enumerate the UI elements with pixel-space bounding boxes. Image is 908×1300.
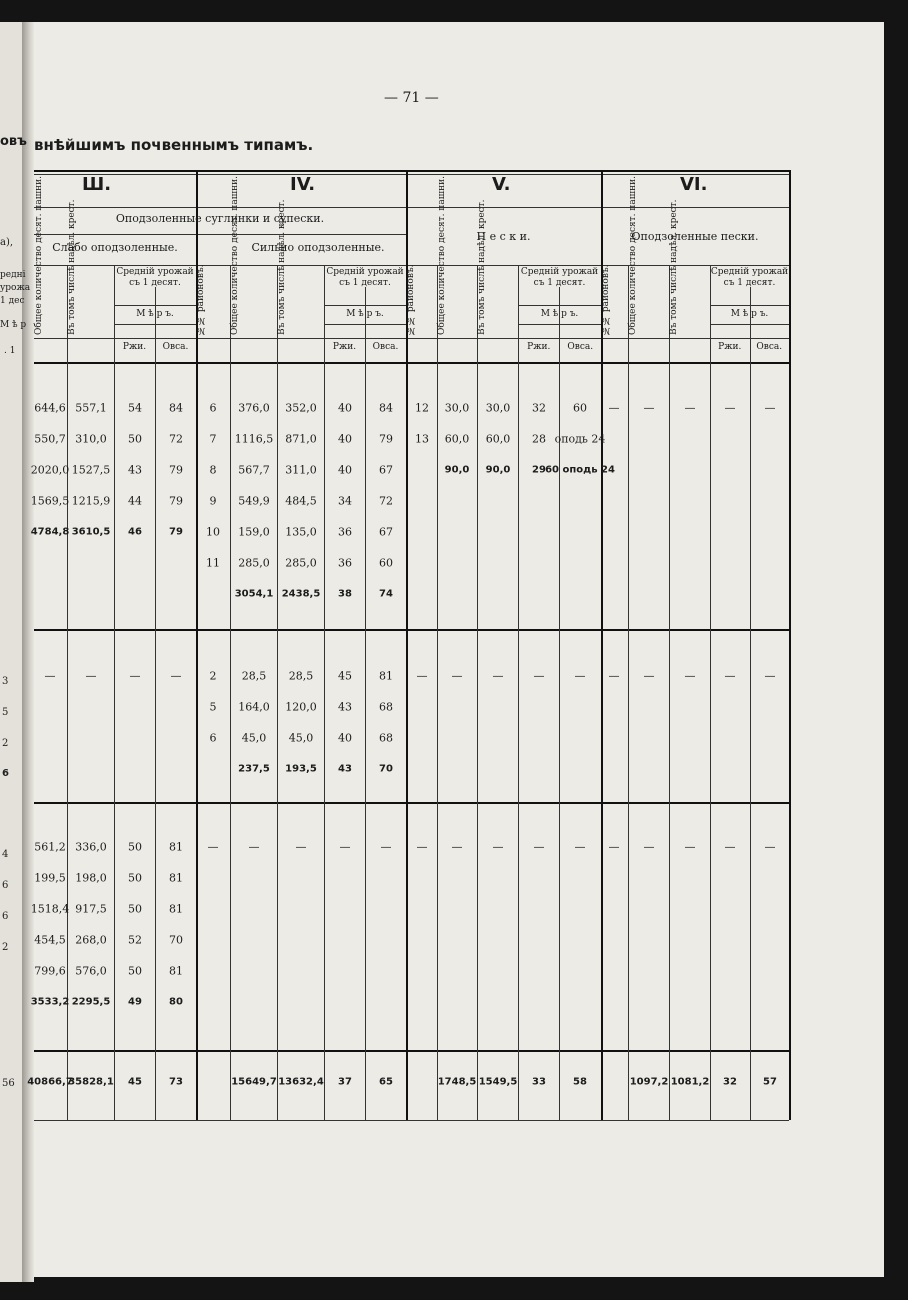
table-cell: 54 — [128, 401, 142, 415]
table-cell: — — [684, 669, 696, 683]
table-cell: 60 — [573, 401, 587, 415]
table-cell: 13 — [415, 432, 429, 446]
table-cell: 557,1 — [75, 401, 107, 415]
table-cell: 44 — [128, 494, 142, 508]
table-cell: 2295,5 — [71, 996, 111, 1008]
table-cell: 40 — [338, 401, 352, 415]
table-cell: 9 — [209, 494, 217, 508]
table-cell: 4784,8 — [30, 526, 70, 538]
column-header: Общее количество десят. пашни. — [34, 176, 44, 335]
table-cell: 285,0 — [285, 556, 317, 570]
table-cell: 40 — [338, 463, 352, 477]
table-cell: 32 — [723, 1076, 737, 1088]
table-cell: — — [724, 401, 736, 415]
table-cell: 81 — [379, 669, 393, 683]
mery-header: М ѣ р ъ. — [136, 309, 174, 319]
table-cell: 376,0 — [238, 401, 270, 415]
table-cell: 13632,4 — [278, 1076, 324, 1088]
left-fragment-text: а), — [0, 237, 14, 248]
table-cell: — — [492, 840, 504, 854]
table-cell: 237,5 — [238, 763, 270, 775]
left-fragment-text: редні — [0, 270, 26, 280]
table-cell: — — [416, 669, 428, 683]
group-label: Оподзоленные суглинки и супески. — [115, 212, 325, 225]
table-cell: 79 — [379, 432, 393, 446]
table-cell: 60,0 — [444, 432, 470, 446]
table-cell: 40 — [338, 432, 352, 446]
table-cell: 50 — [128, 432, 142, 446]
left-margin-number: 6 — [2, 911, 9, 922]
table-cell: 11 — [206, 556, 220, 570]
table-cell: 799,6 — [34, 964, 66, 978]
left-fragment-text: 1 дес — [0, 296, 25, 306]
table-cell: 917,5 — [75, 902, 107, 916]
crop-header: Ржи. — [527, 342, 551, 352]
table-cell: — — [44, 669, 56, 683]
table-cell: — — [574, 669, 586, 683]
table-cell: 7 — [209, 432, 217, 446]
table-cell: 40 — [338, 731, 352, 745]
table-cell: 84 — [169, 401, 183, 415]
table-cell: — — [339, 840, 351, 854]
table-cell: 45,0 — [241, 731, 267, 745]
column-header: №№ районовъ. — [601, 264, 611, 335]
crop-header: Овса. — [162, 342, 189, 352]
table-cell: 10 — [206, 525, 220, 539]
left-fragment-text: . 1 — [4, 346, 16, 356]
left-margin-number: 4 — [2, 849, 9, 860]
table-cell: 43 — [128, 463, 142, 477]
page-number: — 71 — — [384, 90, 439, 106]
crop-header: Ржи. — [332, 342, 357, 352]
crop-header: Ржи. — [718, 342, 742, 352]
table-cell: 28 — [532, 432, 546, 446]
left-fragment-text: урожа — [0, 283, 31, 293]
table-cell: — — [764, 401, 776, 415]
table-cell: — — [764, 669, 776, 683]
table-cell: — — [451, 840, 463, 854]
table-cell: 3054,1 — [234, 588, 274, 600]
table-cell: — — [533, 669, 545, 683]
table-cell: 50 — [128, 840, 142, 854]
column-header: №№ районовъ. — [406, 264, 416, 335]
group-label: Оподзоленные пески. — [631, 230, 759, 243]
table-cell: 311,0 — [285, 463, 317, 477]
table-cell: 58 — [573, 1076, 587, 1088]
table-cell: 2020,0 — [30, 463, 70, 477]
table-cell: — — [533, 840, 545, 854]
table-cell: 310,0 — [75, 432, 107, 446]
table-cell: 1097,2 — [629, 1076, 669, 1088]
table-cell: 6 — [209, 731, 217, 745]
column-header: Общее количество десят. пашни. — [628, 176, 638, 335]
table-cell: 193,5 — [285, 763, 317, 775]
table-cell: 6 — [209, 401, 217, 415]
crop-header: Овса. — [756, 342, 783, 352]
table-cell: 1215,9 — [71, 494, 111, 508]
table-cell: 871,0 — [285, 432, 317, 446]
table-cell: 1549,5 — [478, 1076, 518, 1088]
table-cell: 159,0 — [238, 525, 270, 539]
table-cell: 1081,2 — [670, 1076, 710, 1088]
table-cell: 67 — [379, 525, 393, 539]
group-roman: VI. — [680, 174, 708, 195]
table-cell: 50 — [128, 964, 142, 978]
avg-yield-header: Средній урожай съ 1 десят. — [326, 267, 404, 288]
table-cell: — — [684, 401, 696, 415]
table-cell: 1569,5 — [30, 494, 70, 508]
table-cell: — — [451, 669, 463, 683]
table-cell: 79 — [169, 463, 183, 477]
table-cell: 30,0 — [444, 401, 470, 415]
table-cell: — — [85, 669, 97, 683]
table-cell: 74 — [379, 588, 393, 600]
table-cell: 50 — [128, 902, 142, 916]
table-cell: 43 — [338, 763, 352, 775]
table-cell: 81 — [169, 840, 183, 854]
sub-weak: Слабо оподзоленные. — [52, 241, 178, 254]
group-roman: V. — [492, 174, 511, 195]
table-cell: 352,0 — [285, 401, 317, 415]
column-header: Общее количество десят. пашни. — [230, 176, 240, 335]
table-cell: — — [380, 840, 392, 854]
mery-header: М ѣ р ъ. — [540, 309, 579, 319]
table-cell: 5 — [209, 700, 217, 714]
column-header: Въ томъ числѣ надѣл. крест. — [477, 199, 487, 335]
table-cell: 8 — [209, 463, 217, 477]
page-heading: внѣйшимъ почвеннымъ типамъ. — [34, 136, 314, 154]
left-margin-number: 6 — [2, 768, 9, 779]
table-cell: 90,0 — [444, 464, 470, 476]
table-cell: — — [724, 669, 736, 683]
table-cell: 336,0 — [75, 840, 107, 854]
table-cell: 46 — [128, 526, 142, 538]
table-cell: 38 — [338, 588, 352, 600]
table-cell: 28,5 — [241, 669, 267, 683]
table-cell: 164,0 — [238, 700, 270, 714]
sub-strong: Сильно оподзоленные. — [251, 241, 385, 254]
table-cell: 1527,5 — [71, 463, 111, 477]
mery-header: М ѣ р ъ. — [730, 309, 769, 319]
table-cell: — — [608, 669, 620, 683]
table-cell: 67 — [379, 463, 393, 477]
table-cell: 60 — [379, 556, 393, 570]
table-cell: 2 — [209, 669, 217, 683]
table-cell: 52 — [128, 933, 142, 947]
table-cell: 35828,1 — [68, 1076, 114, 1088]
table-cell: 45 — [338, 669, 352, 683]
document-page — [27, 22, 884, 1277]
table-cell: 644,6 — [34, 401, 66, 415]
left-margin-number: 2 — [2, 942, 9, 953]
left-fragment-text: М ѣ р — [0, 320, 27, 330]
table-cell: 60 оподь 24 — [545, 464, 615, 476]
group-label: П е с к и. — [476, 230, 531, 243]
table-cell: 57 — [763, 1076, 777, 1088]
table-cell: — — [684, 840, 696, 854]
left-margin-number: 3 — [2, 676, 9, 687]
table-cell: 81 — [169, 871, 183, 885]
table-cell: 484,5 — [285, 494, 317, 508]
table-cell: — — [416, 840, 428, 854]
table-cell: 28,5 — [288, 669, 314, 683]
column-header: №№ районовъ. — [196, 264, 206, 335]
table-cell: 15649,7 — [231, 1076, 277, 1088]
table-cell: — — [574, 840, 586, 854]
table-cell: — — [170, 669, 182, 683]
table-cell: 576,0 — [75, 964, 107, 978]
table-cell: 36 — [338, 525, 352, 539]
table-cell: 70 — [169, 933, 183, 947]
table-cell: 70 — [379, 763, 393, 775]
column-header: Общее количество десят. пашни. — [437, 176, 447, 335]
column-header: Въ томъ числѣ надѣл. крест. — [277, 199, 287, 335]
table-cell: — — [207, 840, 219, 854]
table-cell: 45,0 — [288, 731, 314, 745]
table-cell: 268,0 — [75, 933, 107, 947]
left-margin-number: 2 — [2, 738, 9, 749]
table-cell: 73 — [169, 1076, 183, 1088]
table-cell: 30,0 — [485, 401, 511, 415]
book-spine — [22, 22, 34, 1282]
table-cell: 285,0 — [238, 556, 270, 570]
table-cell: 32 — [532, 401, 546, 415]
crop-header: Овса. — [372, 342, 399, 352]
left-margin-number: 56 — [2, 1078, 15, 1089]
group-roman: IV. — [290, 174, 316, 195]
crop-header: Овса. — [567, 342, 594, 352]
table-cell: — — [492, 669, 504, 683]
table-cell: 43 — [338, 700, 352, 714]
table-cell: 36 — [338, 556, 352, 570]
table-cell: 1748,5 — [437, 1076, 477, 1088]
table-cell: 90,0 — [485, 464, 511, 476]
table-cell: 135,0 — [285, 525, 317, 539]
table-cell: 120,0 — [285, 700, 317, 714]
table-cell: 65 — [379, 1076, 393, 1088]
table-cell: 79 — [169, 494, 183, 508]
table-cell: 79 — [169, 526, 183, 538]
table-cell: 199,5 — [34, 871, 66, 885]
table-cell: 561,2 — [34, 840, 66, 854]
avg-yield-header: Средній урожай съ 1 десят. — [116, 267, 194, 288]
table-cell: — — [643, 840, 655, 854]
table-cell: 1116,5 — [234, 432, 274, 446]
table-cell: — — [129, 669, 141, 683]
table-cell: 45 — [128, 1076, 142, 1088]
group-roman: Ш. — [82, 174, 112, 195]
avg-yield-header: Средній урожай съ 1 десят. — [520, 267, 599, 288]
table-cell: 81 — [169, 964, 183, 978]
table-cell: 12 — [415, 401, 429, 415]
table-cell: 68 — [379, 731, 393, 745]
table-cell: 84 — [379, 401, 393, 415]
table-cell: 60,0 — [485, 432, 511, 446]
table-cell: 40866,7 — [27, 1076, 73, 1088]
avg-yield-header: Средній урожай съ 1 десят. — [710, 267, 789, 288]
table-cell: 29 — [532, 464, 546, 476]
table-cell: 1518,4 — [30, 902, 70, 916]
table-cell: — — [643, 669, 655, 683]
table-cell: — — [295, 840, 307, 854]
table-cell: 549,9 — [238, 494, 270, 508]
table-cell: — — [608, 401, 620, 415]
table-cell: 33 — [532, 1076, 546, 1088]
column-header: Въ томъ числѣ надѣл. крест. — [669, 199, 679, 335]
column-header: Въ томъ числѣ надѣл. крест. — [67, 199, 77, 335]
left-margin-number: 5 — [2, 707, 9, 718]
table-cell: 3610,5 — [71, 526, 111, 538]
table-cell: 50 — [128, 871, 142, 885]
left-fragment-heading: овъ — [0, 134, 27, 149]
table-cell: 198,0 — [75, 871, 107, 885]
table-cell: 72 — [169, 432, 183, 446]
table-cell: оподь 24 — [554, 432, 606, 446]
table-cell: — — [643, 401, 655, 415]
table-cell: 68 — [379, 700, 393, 714]
table-cell: 454,5 — [34, 933, 66, 947]
table-cell: 72 — [379, 494, 393, 508]
table-cell: — — [608, 840, 620, 854]
table-cell: 37 — [338, 1076, 352, 1088]
table-cell: 567,7 — [238, 463, 270, 477]
left-margin-number: 6 — [2, 880, 9, 891]
crop-header: Ржи. — [122, 342, 147, 352]
table-cell: 34 — [338, 494, 352, 508]
mery-header: М ѣ р ъ. — [346, 309, 384, 319]
table-cell: 550,7 — [34, 432, 66, 446]
table-cell: — — [764, 840, 776, 854]
table-cell: — — [248, 840, 260, 854]
table-cell: — — [724, 840, 736, 854]
table-cell: 49 — [128, 996, 142, 1008]
table-cell: 80 — [169, 996, 183, 1008]
table-cell: 81 — [169, 902, 183, 916]
table-cell: 3533,2 — [30, 996, 70, 1008]
table-cell: 2438,5 — [281, 588, 321, 600]
